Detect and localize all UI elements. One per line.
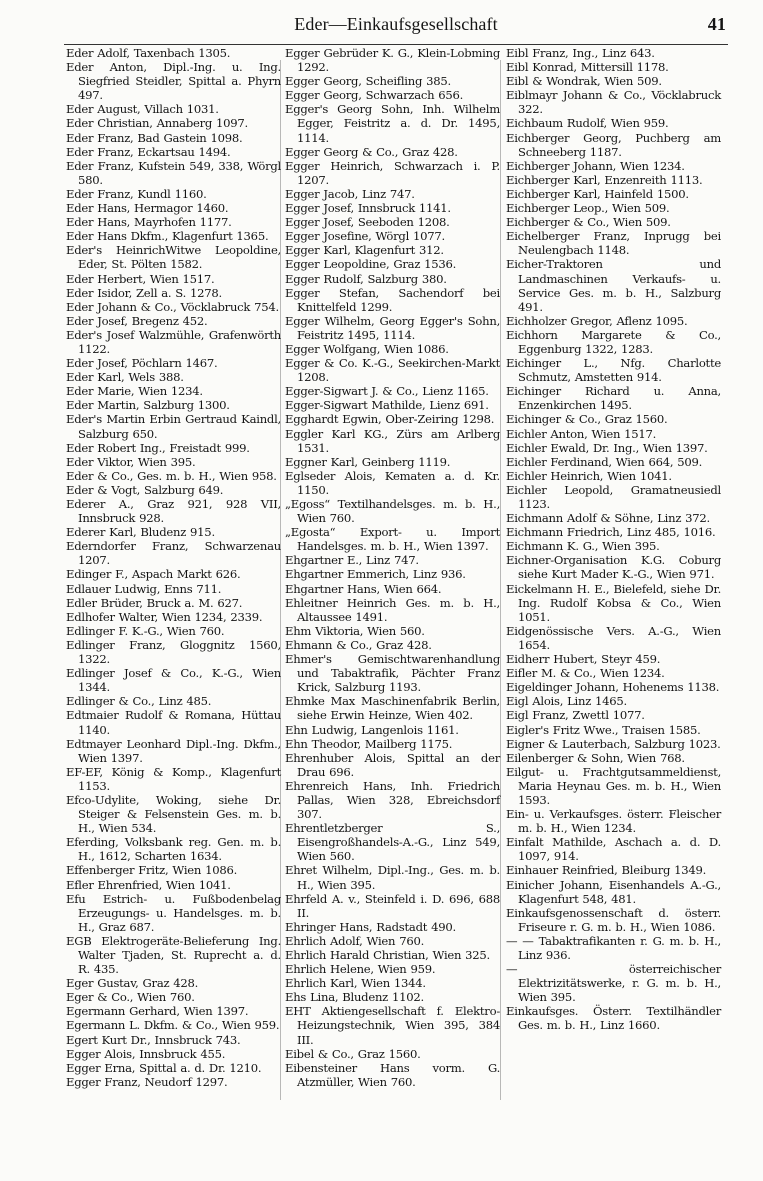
directory-entry: Ehrlich Helene, Wien 959. <box>285 962 436 977</box>
directory-entry: Efco-Udylite, Woking, siehe Dr. Steiger & Felsenstein Ges. m. b. H., Wien 534. <box>66 792 281 836</box>
directory-entry: Eilgut- u. Frachtgutsammeldienst, Maria Heynau Ges. m. b. H., Wien 1593. <box>506 764 721 807</box>
directory-entry: Egermann Gerhard, Wien 1397. <box>66 1004 249 1019</box>
running-title: Eder—Einkaufsgesellschaft <box>294 14 498 34</box>
directory-entry: Egger Stefan, Sachendorf bei Knittelfeld 1299. <box>285 285 500 314</box>
directory-entry: Egger's Georg Sohn, Inh. Wilhelm Egger, Feistritz a. d. Dr. 1495, 1114. <box>285 102 500 145</box>
directory-entry: Eder Johann & Co., Vöcklabruck 754. <box>66 299 279 314</box>
directory-entry: Eder Anton, Dipl.-Ing. u. Ing. Siegfried Steidler, Spittal a. Phyrn 497. <box>66 60 281 103</box>
header-rule <box>64 44 728 45</box>
column-1 <box>66 46 281 1089</box>
directory-entry: Eder Josef, Bregenz 452. <box>66 313 208 328</box>
directory-entry: Eder Franz, Eckartsau 1494. <box>66 144 231 159</box>
directory-entry: Eder & Vogt, Salzburg 649. <box>66 482 224 497</box>
directory-entry: Eichbaum Rudolf, Wien 959. <box>506 116 669 131</box>
directory-entry: Ehgartner Hans, Wien 664. <box>285 581 442 596</box>
directory-entry: Eigl Franz, Zwettl 1077. <box>506 708 645 723</box>
directory-entry: Eder Martin, Salzburg 1300. <box>66 398 230 413</box>
directory-entry: „Egosta“ Export- u. Import Handelsges. m. b. H., Wien 1397. <box>285 525 500 554</box>
directory-entry: Eggler Karl KG., Zürs am Arlberg 1531. <box>285 426 500 455</box>
directory-entry: Eder Karl, Wels 388. <box>66 370 184 385</box>
directory-entry: Eder Franz, Kufstein 549, 338, Wörgl 580. <box>66 158 281 187</box>
directory-entry: Eder August, Villach 1031. <box>66 102 219 117</box>
directory-entry: Efu Estrich- u. Fußbodenbelag Erzeugungs- u. Handelsges. m. b. H., Graz 687. <box>66 891 281 934</box>
directory-entry: Eichler Ewald, Dr. Ing., Wien 1397. <box>506 440 708 455</box>
directory-entry: Egger Josef, Seeboden 1208. <box>285 215 450 230</box>
directory-entry: Eiblmayr Johann & Co., Vöcklabruck 322. <box>506 88 721 117</box>
directory-entry: Eidgenössische Vers. A.-G., Wien 1654. <box>506 623 721 652</box>
directory-entry: Eggner Karl, Geinberg 1119. <box>285 454 451 469</box>
directory-entry: Eichmann Friedrich, Linz 485, 1016. <box>506 525 716 540</box>
directory-entry: Edlauer Ludwig, Enns 711. <box>66 581 222 596</box>
directory-entry: Ehmann & Co., Graz 428. <box>285 637 432 652</box>
directory-entry: Eichberger Leop., Wien 509. <box>506 201 670 216</box>
directory-entry: Ederndorfer Franz, Schwarzenau 1207. <box>66 539 281 568</box>
directory-entry: Edlinger Josef & Co., K.-G., Wien 1344. <box>66 666 281 695</box>
directory-entry: Ehrlich Karl, Wien 1344. <box>285 976 426 991</box>
page-number: 41 <box>707 14 726 34</box>
directory-entry: Eigl Alois, Linz 1465. <box>506 694 627 709</box>
directory-entry: EF-EF, König & Komp., Klagenfurt 1153. <box>66 764 281 793</box>
directory-entry: Eichler Leopold, Gramatneusiedl 1123. <box>506 482 721 511</box>
directory-entry: Eglseder Alois, Kematen a. d. Kr. 1150. <box>285 468 500 497</box>
directory-entry: Efler Ehrenfried, Wien 1041. <box>66 877 231 892</box>
directory-entry: Eichmann K. G., Wien 395. <box>506 539 660 554</box>
directory-entry: Egger Wilhelm, Georg Egger's Sohn, Feistritz 1495, 1114. <box>285 313 500 342</box>
directory-entry: Eichler Ferdinand, Wien 664, 509. <box>506 454 703 469</box>
directory-entry: Eder Josef, Pöchlarn 1467. <box>66 356 218 371</box>
directory-entry: Eichmann Adolf & Söhne, Linz 372. <box>506 511 710 526</box>
directory-entry: Egger Alois, Innsbruck 455. <box>66 1046 226 1061</box>
directory-entry: Ehn Theodor, Mailberg 1175. <box>285 736 453 751</box>
directory-entry: — österreichischer Elektrizitätswerke, r. G. m. b. H., Wien 395. <box>506 962 721 1005</box>
directory-entry: Egger Jacob, Linz 747. <box>285 186 415 201</box>
directory-entry: Egger Gebrüder K. G., Klein-Lobming 1292. <box>285 46 500 75</box>
directory-entry: Eichler Heinrich, Wien 1041. <box>506 468 672 483</box>
directory-entry: Eichholzer Gregor, Aflenz 1095. <box>506 313 688 328</box>
directory-entry: Ehrenreich Hans, Inh. Friedrich Pallas, Wien 328, Ebreichsdorf 307. <box>285 778 500 822</box>
directory-entry: Ehrfeld A. v., Steinfeld i. D. 696, 688 II. <box>285 891 500 920</box>
directory-entry: Edlinger & Co., Linz 485. <box>66 694 212 709</box>
directory-entry: Einfalt Mathilde, Aschach a. d. D. 1097, 914. <box>506 835 721 864</box>
directory-entry: Eder Franz, Bad Gastein 1098. <box>66 130 243 145</box>
directory-entry: Eigner & Lauterbach, Salzburg 1023. <box>506 736 721 751</box>
directory-entry: Eder Isidor, Zell a. S. 1278. <box>66 285 222 300</box>
directory-entry: Egger Rudolf, Salzburg 380. <box>285 271 447 286</box>
directory-entry: Einkaufsges. Österr. Textilhändler Ges. m. b. H., Linz 1660. <box>506 1004 721 1033</box>
directory-entry: Eger & Co., Wien 760. <box>66 990 195 1005</box>
directory-entry: Egger Georg, Scheifling 385. <box>285 74 451 89</box>
directory-entry: Eichler Anton, Wien 1517. <box>506 426 657 441</box>
directory-entry: Egghardt Egwin, Ober-Zeiring 1298. <box>285 412 495 427</box>
directory-entry: Eder Hans, Hermagor 1460. <box>66 201 229 216</box>
directory-entry: Ehgartner Emmerich, Linz 936. <box>285 567 466 582</box>
directory-entry: Ederer A., Graz 921, 928 VII, Innsbruck 928. <box>66 497 281 526</box>
directory-entry: Eidherr Hubert, Steyr 459. <box>506 652 661 667</box>
directory-entry: Eichelberger Franz, Inprugg bei Neulengbach 1148. <box>506 229 721 258</box>
directory-entry: Eder Robert Ing., Freistadt 999. <box>66 440 250 455</box>
directory-entry: Eichberger Johann, Wien 1234. <box>506 158 685 173</box>
directory-entry: Egger Franz, Neudorf 1297. <box>66 1074 228 1089</box>
directory-entry: Edlinger F. K.-G., Wien 760. <box>66 623 225 638</box>
directory-entry: Eder Viktor, Wien 395. <box>66 454 196 469</box>
directory-entry: Eder Herbert, Wien 1517. <box>66 271 215 286</box>
column-divider-2 <box>500 60 501 1100</box>
directory-entry: Ederer Karl, Bludenz 915. <box>66 525 215 540</box>
directory-entry: Eder Christian, Annaberg 1097. <box>66 116 248 131</box>
directory-entry: Eigeldinger Johann, Hohenems 1138. <box>506 680 720 695</box>
directory-entry: Egger & Co. K.-G., Seekirchen-Markt 1208. <box>285 356 500 385</box>
directory-entry: Egert Kurt Dr., Innsbruck 743. <box>66 1032 241 1047</box>
directory-entry: Eibensteiner Hans vorm. G. Atzmüller, Wien 760. <box>285 1060 500 1089</box>
directory-entry: Eder's Martin Erbin Gertraud Kaindl, Salzburg 650. <box>66 412 281 441</box>
directory-entry: EHT Aktiengesellschaft f. Elektro-Heizungstechnik, Wien 395, 384 III. <box>285 1004 500 1047</box>
directory-entry: Eigler's Fritz Wwe., Traisen 1585. <box>506 722 701 737</box>
directory-entry: Egger Josef, Innsbruck 1141. <box>285 201 451 216</box>
page-header <box>66 14 726 40</box>
directory-entry: Eferding, Volksbank reg. Gen. m. b. H., 1612, Scharten 1634. <box>66 835 281 864</box>
directory-entry: Eichberger & Co., Wien 509. <box>506 215 671 230</box>
directory-entry: Eichberger Georg, Puchberg am Schneeberg 1187. <box>506 130 721 159</box>
directory-entry: Eder Franz, Kundl 1160. <box>66 186 207 201</box>
directory-entry: Egger Heinrich, Schwarzach i. P. 1207. <box>285 158 500 187</box>
directory-entry: Ehrenhuber Alois, Spittal an der Drau 696. <box>285 750 500 779</box>
directory-entry: Ehrentletzberger S., Eisengroßhandels-A.-G., Linz 549, Wien 560. <box>285 821 500 864</box>
directory-entry: Eder Hans Dkfm., Klagenfurt 1365. <box>66 229 269 244</box>
directory-entry: Ehmer's Gemischtwarenhandlung und Tabaktrafik, Pächter Franz Krick, Salzburg 1193. <box>285 652 500 695</box>
directory-entry: Ehrlich Harald Christian, Wien 325. <box>285 948 490 962</box>
directory-entry: Eger Gustav, Graz 428. <box>66 976 199 991</box>
directory-entry: Einicher Johann, Eisenhandels A.-G., Klagenfurt 548, 481. <box>506 877 721 906</box>
directory-entry: Egger Georg, Schwarzach 656. <box>285 88 464 103</box>
directory-entry: Ehn Ludwig, Langenlois 1161. <box>285 722 459 737</box>
directory-entry: Eibl Franz, Ing., Linz 643. <box>506 46 655 60</box>
directory-entry: Eichberger Karl, Enzenreith 1113. <box>506 172 703 187</box>
directory-entry: Ein- u. Verkaufsges. österr. Fleischer m. b. H., Wien 1234. <box>506 807 721 836</box>
directory-entry: Egermann L. Dkfm. & Co., Wien 959. <box>66 1018 280 1033</box>
directory-entry: Eilenberger & Sohn, Wien 768. <box>506 750 685 765</box>
directory-entry: Eichinger Richard u. Anna, Enzenkirchen 1495. <box>506 384 721 413</box>
directory-entry: Eichner-Organisation K.G. Coburg siehe Kurt Mader K.-G., Wien 971. <box>506 553 721 582</box>
directory-entry: Eibl Konrad, Mittersill 1178. <box>506 60 669 75</box>
directory-entry: Eickelmann H. E., Bielefeld, siehe Dr. Ing. Rudolf Kobsa & Co., Wien 1051. <box>506 581 721 624</box>
directory-entry: Eichinger & Co., Graz 1560. <box>506 412 668 427</box>
directory-entry: Eifler M. & Co., Wien 1234. <box>506 666 665 681</box>
directory-entry: Ehmke Max Maschinenfabrik Berlin, siehe Erwin Heinze, Wien 402. <box>285 694 500 723</box>
directory-entry: Edtmaier Rudolf & Romana, Hüttau 1140. <box>66 708 281 737</box>
directory-entry: Eicher-Traktoren und Landmaschinen Verkaufs- u. Service Ges. m. b. H., Salzburg 491. <box>506 257 721 314</box>
directory-entry: Eder Marie, Wien 1234. <box>66 384 203 399</box>
directory-entry: Eichhorn Margarete & Co., Eggenburg 1322, 1283. <box>506 327 721 356</box>
directory-entry: Edtmayer Leonhard Dipl.-Ing. Dkfm., Wien 1397. <box>66 736 281 765</box>
directory-entry: Eder Adolf, Taxenbach 1305. <box>66 46 231 60</box>
directory-entry: Edlinger Franz, Gloggnitz 1560, 1322. <box>66 637 281 667</box>
column-3 <box>506 46 721 1033</box>
directory-entry: Eder & Co., Ges. m. b. H., Wien 958. <box>66 468 277 483</box>
directory-entry: Edler Brüder, Bruck a. M. 627. <box>66 595 243 610</box>
directory-entry: Egger-Sigwart J. & Co., Lienz 1165. <box>285 384 489 399</box>
directory-entry: Eichinger L., Nfg. Charlotte Schmutz, Amstetten 914. <box>506 356 721 385</box>
directory-entry: Egger-Sigwart Mathilde, Lienz 691. <box>285 398 489 413</box>
column-2 <box>285 46 500 1089</box>
directory-entry: Eichberger Karl, Hainfeld 1500. <box>506 186 689 201</box>
directory-entry: Ehgartner E., Linz 747. <box>285 553 419 568</box>
directory-entry: Edinger F., Aspach Markt 626. <box>66 567 241 582</box>
directory-entry: Edlhofer Walter, Wien 1234, 2339. <box>66 609 263 624</box>
directory-entry: Ehleitner Heinrich Ges. m. b. H., Altaussee 1491. <box>285 595 500 624</box>
directory-entry: — — Tabaktrafikanten r. G. m. b. H., Linz 936. <box>506 933 721 962</box>
directory-entry: Egger Georg & Co., Graz 428. <box>285 144 458 159</box>
directory-entry: Egger Karl, Klagenfurt 312. <box>285 243 444 258</box>
directory-entry: Effenberger Fritz, Wien 1086. <box>66 863 238 878</box>
directory-entry: EGB Elektrogeräte-Belieferung Ing. Walter Tjaden, St. Ruprecht a. d. R. 435. <box>66 933 281 977</box>
directory-entry: Eder's Josef Walzmühle, Grafenwörth 1122. <box>66 327 281 356</box>
directory-entry: Ehrlich Adolf, Wien 760. <box>285 933 425 948</box>
directory-entry: Eder's HeinrichWitwe Leopoldine, Eder, St. Pölten 1582. <box>66 243 281 272</box>
directory-entry: Eibl & Wondrak, Wien 509. <box>506 74 662 89</box>
directory-entry: Einkaufsgenossenschaft d. österr. Friseure r. G. m. b. H., Wien 1086. <box>506 905 721 934</box>
directory-entry: Ehm Viktoria, Wien 560. <box>285 623 425 638</box>
directory-entry: Ehret Wilhelm, Dipl.-Ing., Ges. m. b. H., Wien 395. <box>285 863 500 892</box>
directory-entry: Ehringer Hans, Radstadt 490. <box>285 919 456 934</box>
directory-entry: Egger Erna, Spittal a. d. Dr. 1210. <box>66 1060 262 1075</box>
directory-entry: Eder Hans, Mayrhofen 1177. <box>66 215 232 230</box>
directory-entry: Egger Leopoldine, Graz 1536. <box>285 257 457 272</box>
directory-entry: Eibel & Co., Graz 1560. <box>285 1046 421 1061</box>
directory-entry: Ehs Lina, Bludenz 1102. <box>285 990 424 1005</box>
directory-entry: Einhauer Reinfried, Bleiburg 1349. <box>506 863 707 878</box>
directory-entry: Egger Wolfgang, Wien 1086. <box>285 341 449 356</box>
directory-entry: Egger Josefine, Wörgl 1077. <box>285 229 445 244</box>
directory-entry: „Egoss“ Textilhandelsges. m. b. H., Wien 760. <box>285 497 500 526</box>
